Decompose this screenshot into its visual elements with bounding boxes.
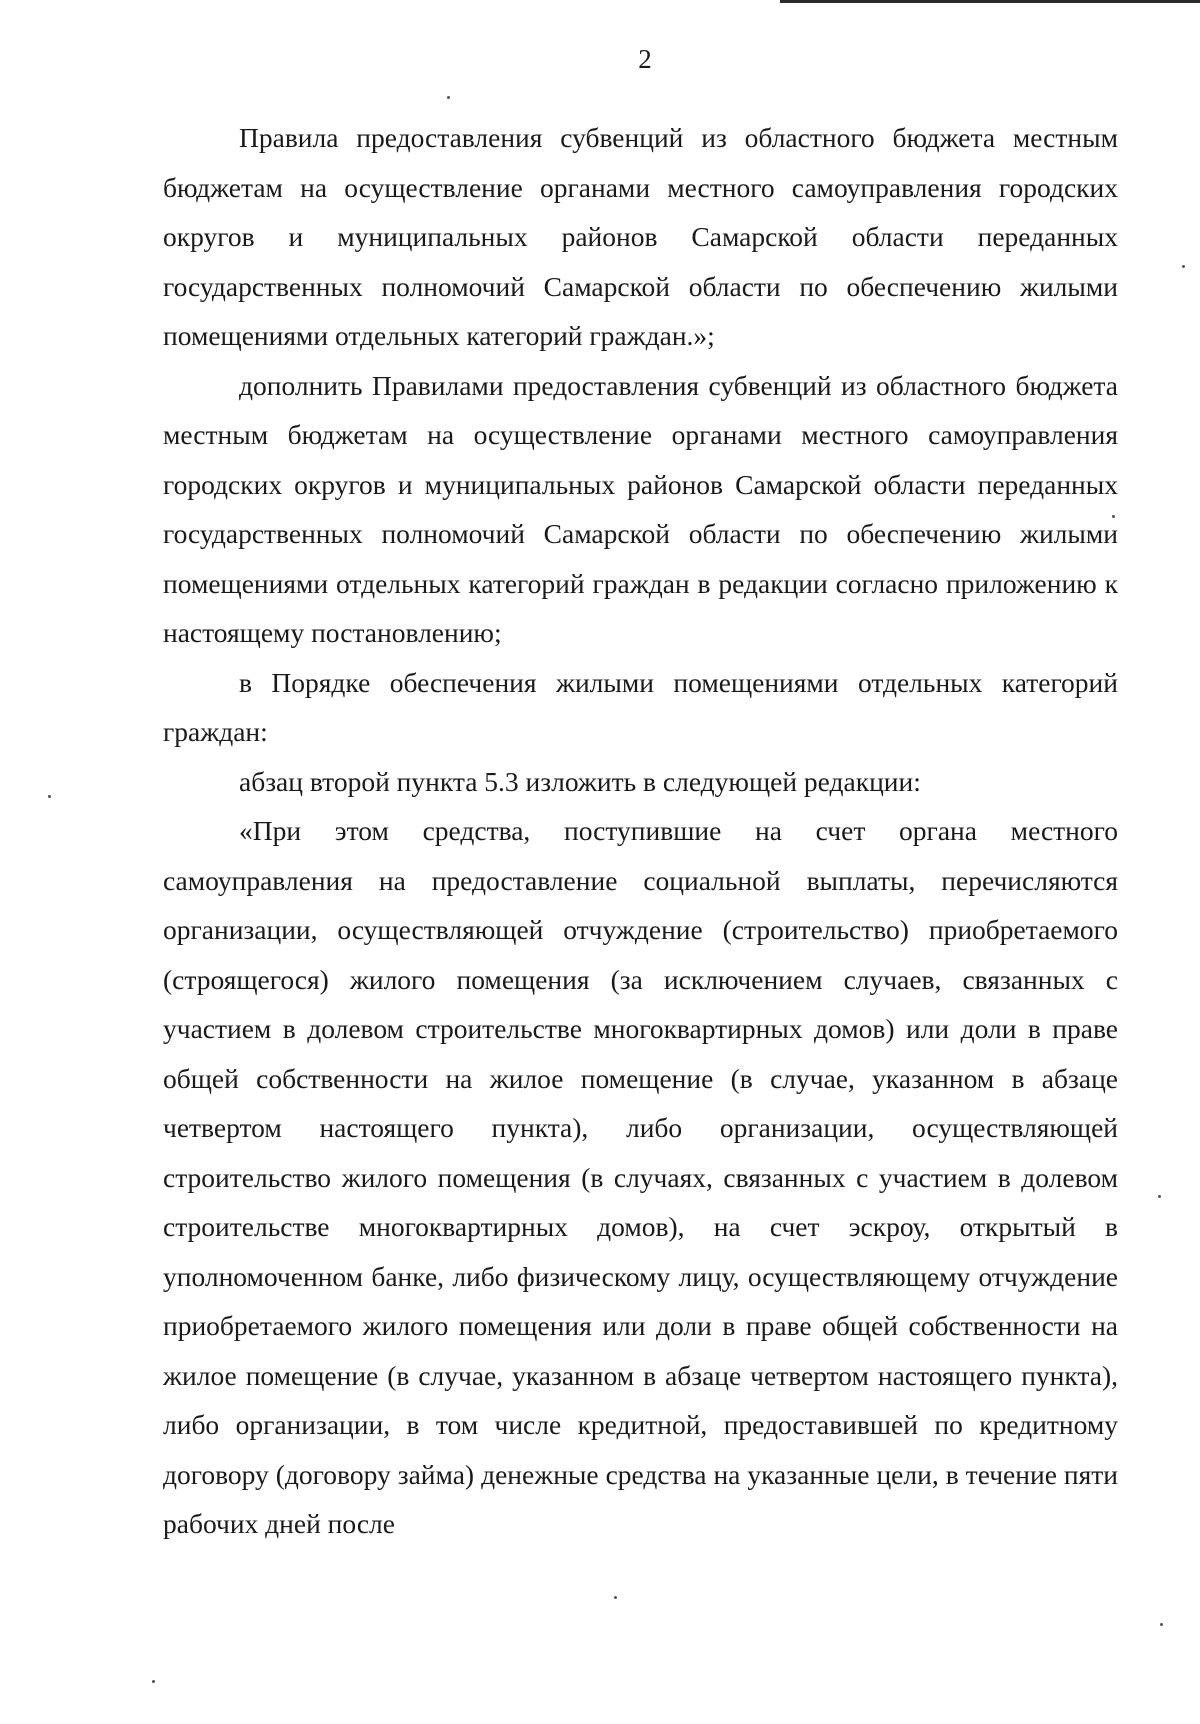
scan-speck	[1160, 1623, 1163, 1626]
scan-speck	[614, 1596, 617, 1599]
scan-speck	[152, 1680, 155, 1683]
scan-edge-line	[780, 0, 1200, 3]
scan-speck	[1182, 265, 1185, 268]
paragraph-rules-title: Правила предоставления субвенций из областного бюджета местным бюджетам на осуществление органами местного самоуправления городских округов и муниципальных районов Самарской области переданных государственных полномочий Самарской области по обеспечению жилыми помещениями отдельных категорий граждан.»;	[163, 122, 1118, 351]
paragraph-supplement-rules: дополнить Правилами предоставления субвенций из областного бюджета местным бюджетам на осуществление органами местного самоуправления городских округов и муниципальных районов Самарской области переданных государственных полномочий Самарской области по обеспечению жилыми помещениями отдельных категорий граждан в редакции согласно приложению к настоящему постановлению;	[163, 369, 1118, 648]
paragraph-quoted-amendment: «При этом средства, поступившие на счет органа местного самоуправления на предоставление социальной выплаты, перечисляются организации, осуществляющей отчуждение (строительство) приобретаемого (строящегося) жилого помещения (за исключением случаев, связанных с участием в долевом строительстве многоквартирных домов) или доли в праве общей собственности на жилое помещение (в случае, указанном в абзаце четвертом настоящего пункта), либо организации, осуществляющей строительство жилого помещения (в случаях, связанных с участием в долевом строительстве многоквартирных домов), на счет эскроу, открытый в уполномоченном банке, либо физическому лицу, осуществляющему отчуждение приобретаемого жилого помещения или доли в праве общей собственности на жилое помещение (в случае, указанном в абзаце четвертом настоящего пункта), либо организации, в том числе кредитной, предоставившей по кредитному договору (договору займа) денежные средства на указанные цели, в течение пяти рабочих дней после	[163, 815, 1118, 1539]
scan-speck	[1158, 1195, 1161, 1198]
scan-speck	[48, 795, 51, 798]
page-number: 2	[638, 44, 652, 74]
paragraph-procedure-heading: в Порядке обеспечения жилыми помещениями отдельных категорий граждан:	[163, 666, 1118, 747]
document-body	[163, 113, 1118, 1549]
paragraph-clause-5-3: абзац второй пункта 5.3 изложить в следующей редакции:	[239, 765, 921, 797]
scan-speck	[447, 96, 450, 99]
scan-speck	[1112, 515, 1115, 518]
